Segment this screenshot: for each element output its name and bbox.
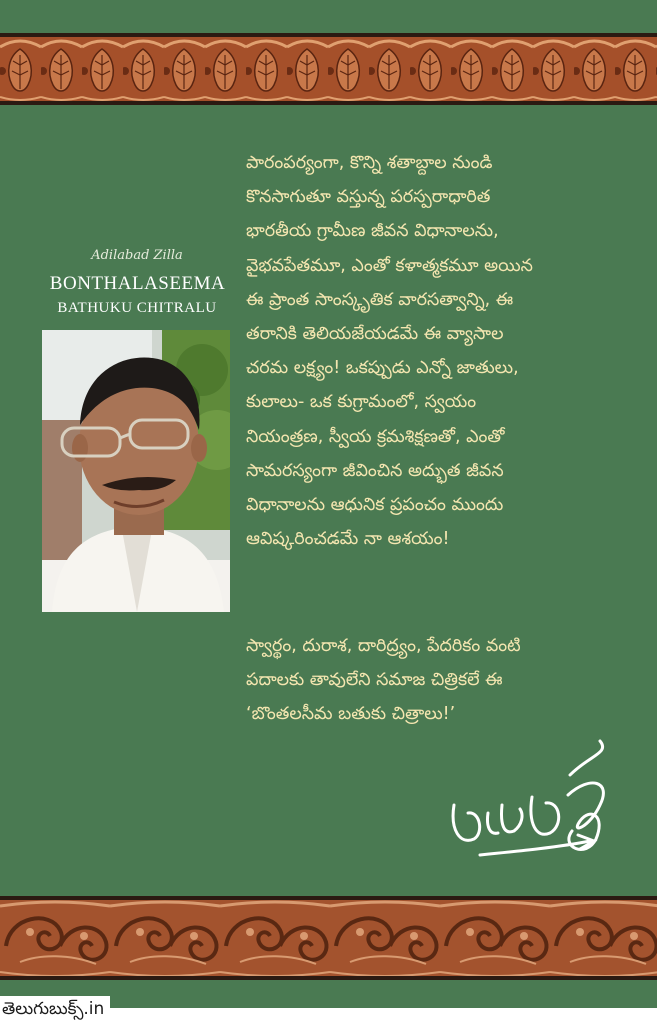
blurb-line: పదాలకు తావులేని సమాజ చిత్రికలే ఈ — [246, 670, 503, 691]
author-region: Adilabad Zilla — [91, 248, 183, 263]
carved-border-top — [0, 33, 657, 105]
carved-border-bottom — [0, 896, 657, 980]
blurb-paragraph-2 — [246, 629, 646, 732]
author-signature — [440, 735, 620, 870]
blurb-paragraph-1 — [246, 146, 646, 556]
carved-scroll-pattern — [0, 896, 657, 980]
blurb-line: తరానికి తెలియజేయడమే ఈ వ్యాసాల — [246, 324, 504, 345]
blurb-line: పారంపర్యంగా, కొన్ని శతాబ్దాల నుండి — [246, 153, 493, 173]
blurb-line: స్వార్థం, దురాశ, దారిద్ర్యం, పేదరికం వంటి — [246, 636, 521, 656]
author-photo — [42, 330, 230, 612]
blurb-line: భారతీయ గ్రామీణ జీవన విధానాలను, — [246, 221, 499, 242]
blurb-line: సామరస్యంగా జీవించిన అద్భుత జీవన — [246, 460, 504, 481]
blurb-line: విధానాలను ఆధునిక ప్రపంచం ముందు — [246, 495, 504, 516]
blurb-line: కొనసాగుతూ వస్తున్న పరస్పరాధారిత — [246, 187, 491, 208]
blurb-line: చరమ లక్ష్యం! ఒకప్పుడు ఎన్నో జాతులు, — [246, 358, 519, 379]
book-subtitle: BATHUKU CHITRALU — [57, 300, 217, 316]
book-title: BONTHALASEEMA — [49, 273, 226, 294]
blurb-line: ఈ ప్రాంత సాంస్కృతిక వారసత్వాన్ని, ఈ — [246, 289, 514, 310]
site-watermark: తెలుగుబుక్స్.in — [0, 996, 110, 1022]
blurb-line: ‘బొంతలసీమ బతుకు చిత్రాలు!’ — [246, 704, 456, 725]
blurb-line: వైభవపేతమూ, ఎంతో కళాత్మకమూ అయిన — [246, 255, 533, 276]
blurb-line: నియంత్రణ, స్వీయ క్రమశిక్షణతో, ఎంతో — [246, 426, 505, 447]
blurb-line: కులాలు- ఒక కుగ్రామంలో, స్వయం — [246, 392, 477, 413]
carved-leaf-pattern — [0, 33, 657, 105]
blurb-line: ఆవిష్కరించడమే నా ఆశయం! — [246, 529, 450, 550]
